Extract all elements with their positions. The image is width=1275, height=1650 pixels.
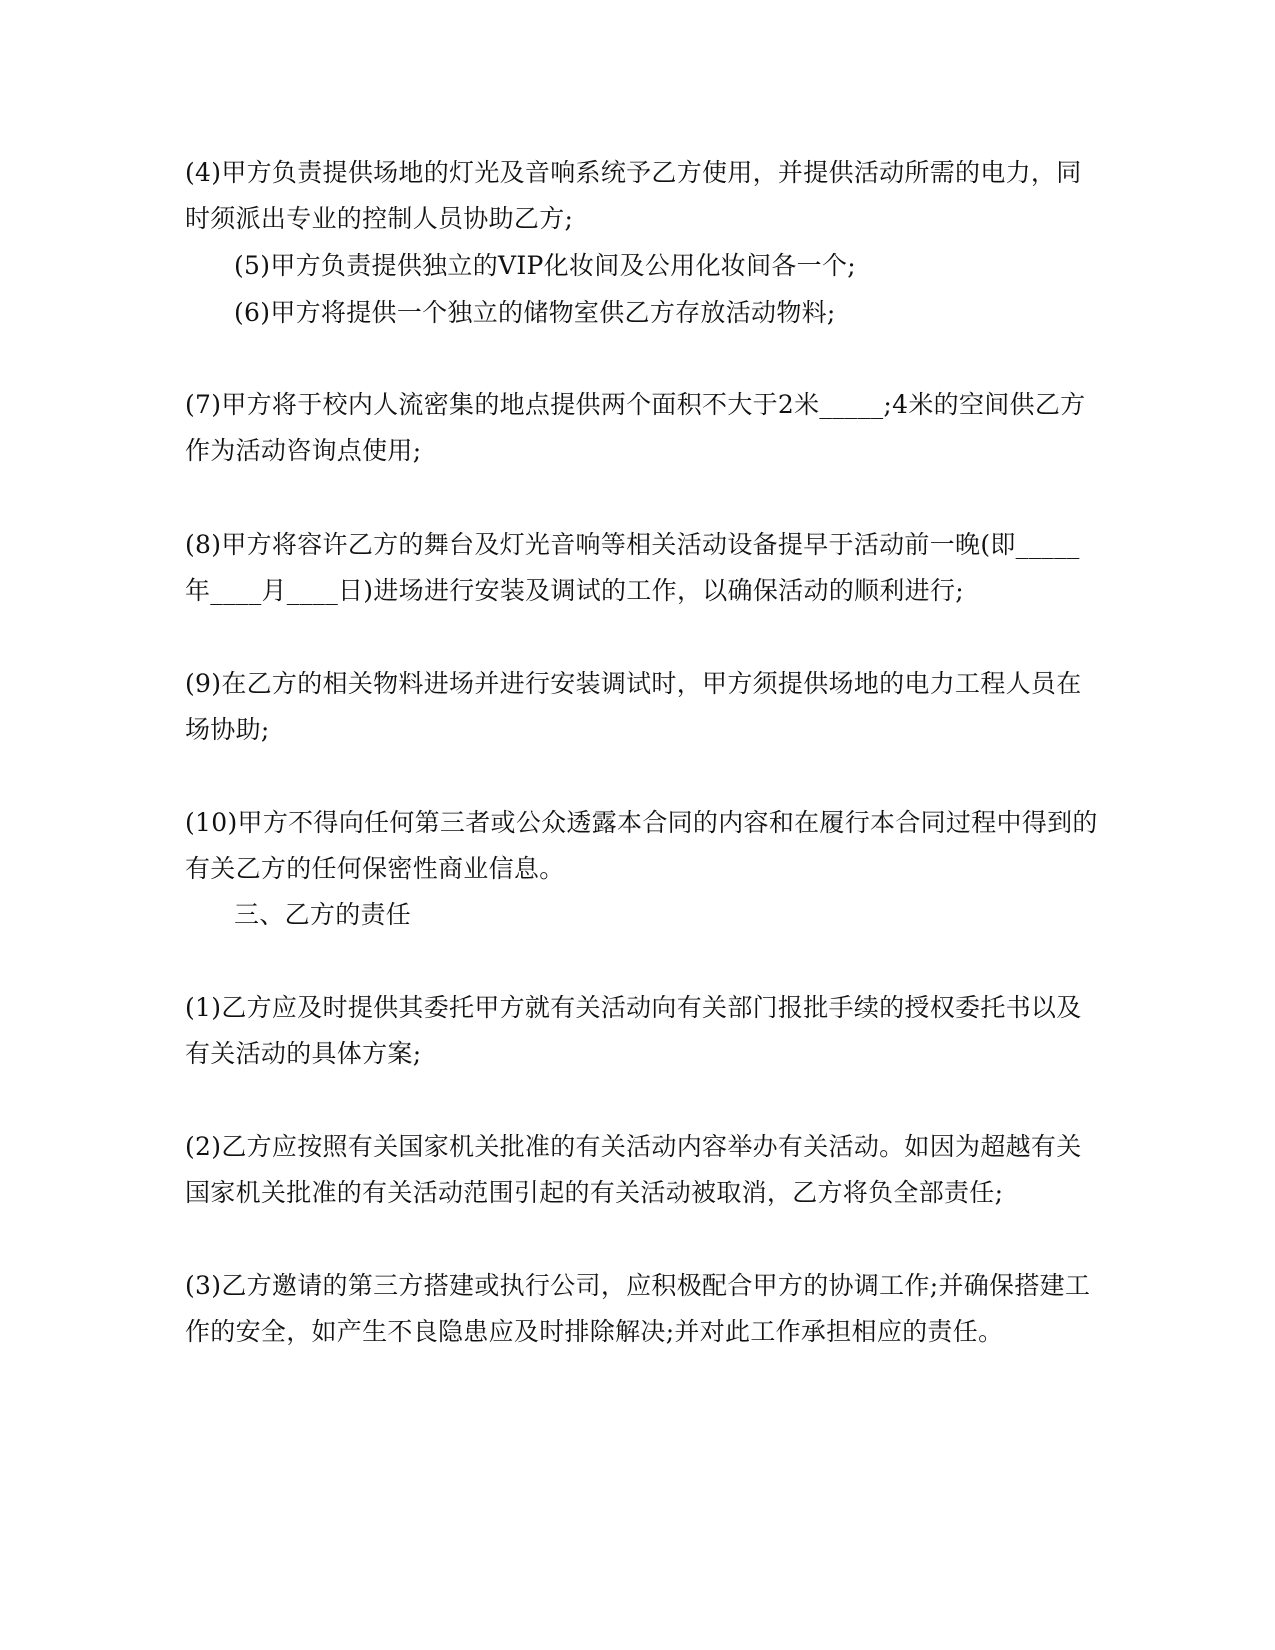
clause-8-line-1: (8)甲方将容许乙方的舞台及灯光音响等相关活动设备提早于活动前一晚(即_____ <box>185 530 1080 559</box>
party-b-clause-3-line-2: 作的安全，如产生不良隐患应及时排除解决;并对此工作承担相应的责任。 <box>185 1317 1004 1346</box>
clause-9-line-2: 场协助; <box>185 715 270 744</box>
party-b-clause-2-line-2: 国家机关批准的有关活动范围引起的有关活动被取消，乙方将负全部责任; <box>185 1178 1004 1207</box>
party-b-clause-1-line-2: 有关活动的具体方案; <box>185 1039 422 1068</box>
clause-5: (5)甲方负责提供独立的VIP化妆间及公用化妆间各一个; <box>234 251 856 280</box>
party-b-clause-1-line-1: (1)乙方应及时提供其委托甲方就有关活动向有关部门报批手续的授权委托书以及 <box>185 993 1082 1022</box>
clause-9-line-1: (9)在乙方的相关物料进场并进行安装调试时，甲方须提供场地的电力工程人员在 <box>185 669 1082 698</box>
section-heading-party-b: 三、乙方的责任 <box>234 900 412 929</box>
clause-7-line-2: 作为活动咨询点使用; <box>185 436 422 465</box>
clause-7-line-1: (7)甲方将于校内人流密集的地点提供两个面积不大于2米_____;4米的空间供乙方 <box>185 390 1086 419</box>
clause-8-line-2: 年____月____日)进场进行安装及调试的工作，以确保活动的顺利进行; <box>185 576 964 605</box>
party-b-clause-3-line-1: (3)乙方邀请的第三方搭建或执行公司，应积极配合甲方的协调工作;并确保搭建工 <box>185 1271 1091 1300</box>
clause-10-line-1: (10)甲方不得向任何第三者或公众透露本合同的内容和在履行本合同过程中得到的 <box>185 808 1098 837</box>
clause-10-line-2: 有关乙方的任何保密性商业信息。 <box>185 854 565 883</box>
party-b-clause-2-line-1: (2)乙方应按照有关国家机关批准的有关活动内容举办有关活动。如因为超越有关 <box>185 1132 1082 1161</box>
clause-6: (6)甲方将提供一个独立的储物室供乙方存放活动物料; <box>234 298 836 327</box>
clause-4-line-1: (4)甲方负责提供场地的灯光及音响系统予乙方使用，并提供活动所需的电力，同 <box>185 158 1082 187</box>
clause-4-line-2: 时须派出专业的控制人员协助乙方; <box>185 204 574 233</box>
